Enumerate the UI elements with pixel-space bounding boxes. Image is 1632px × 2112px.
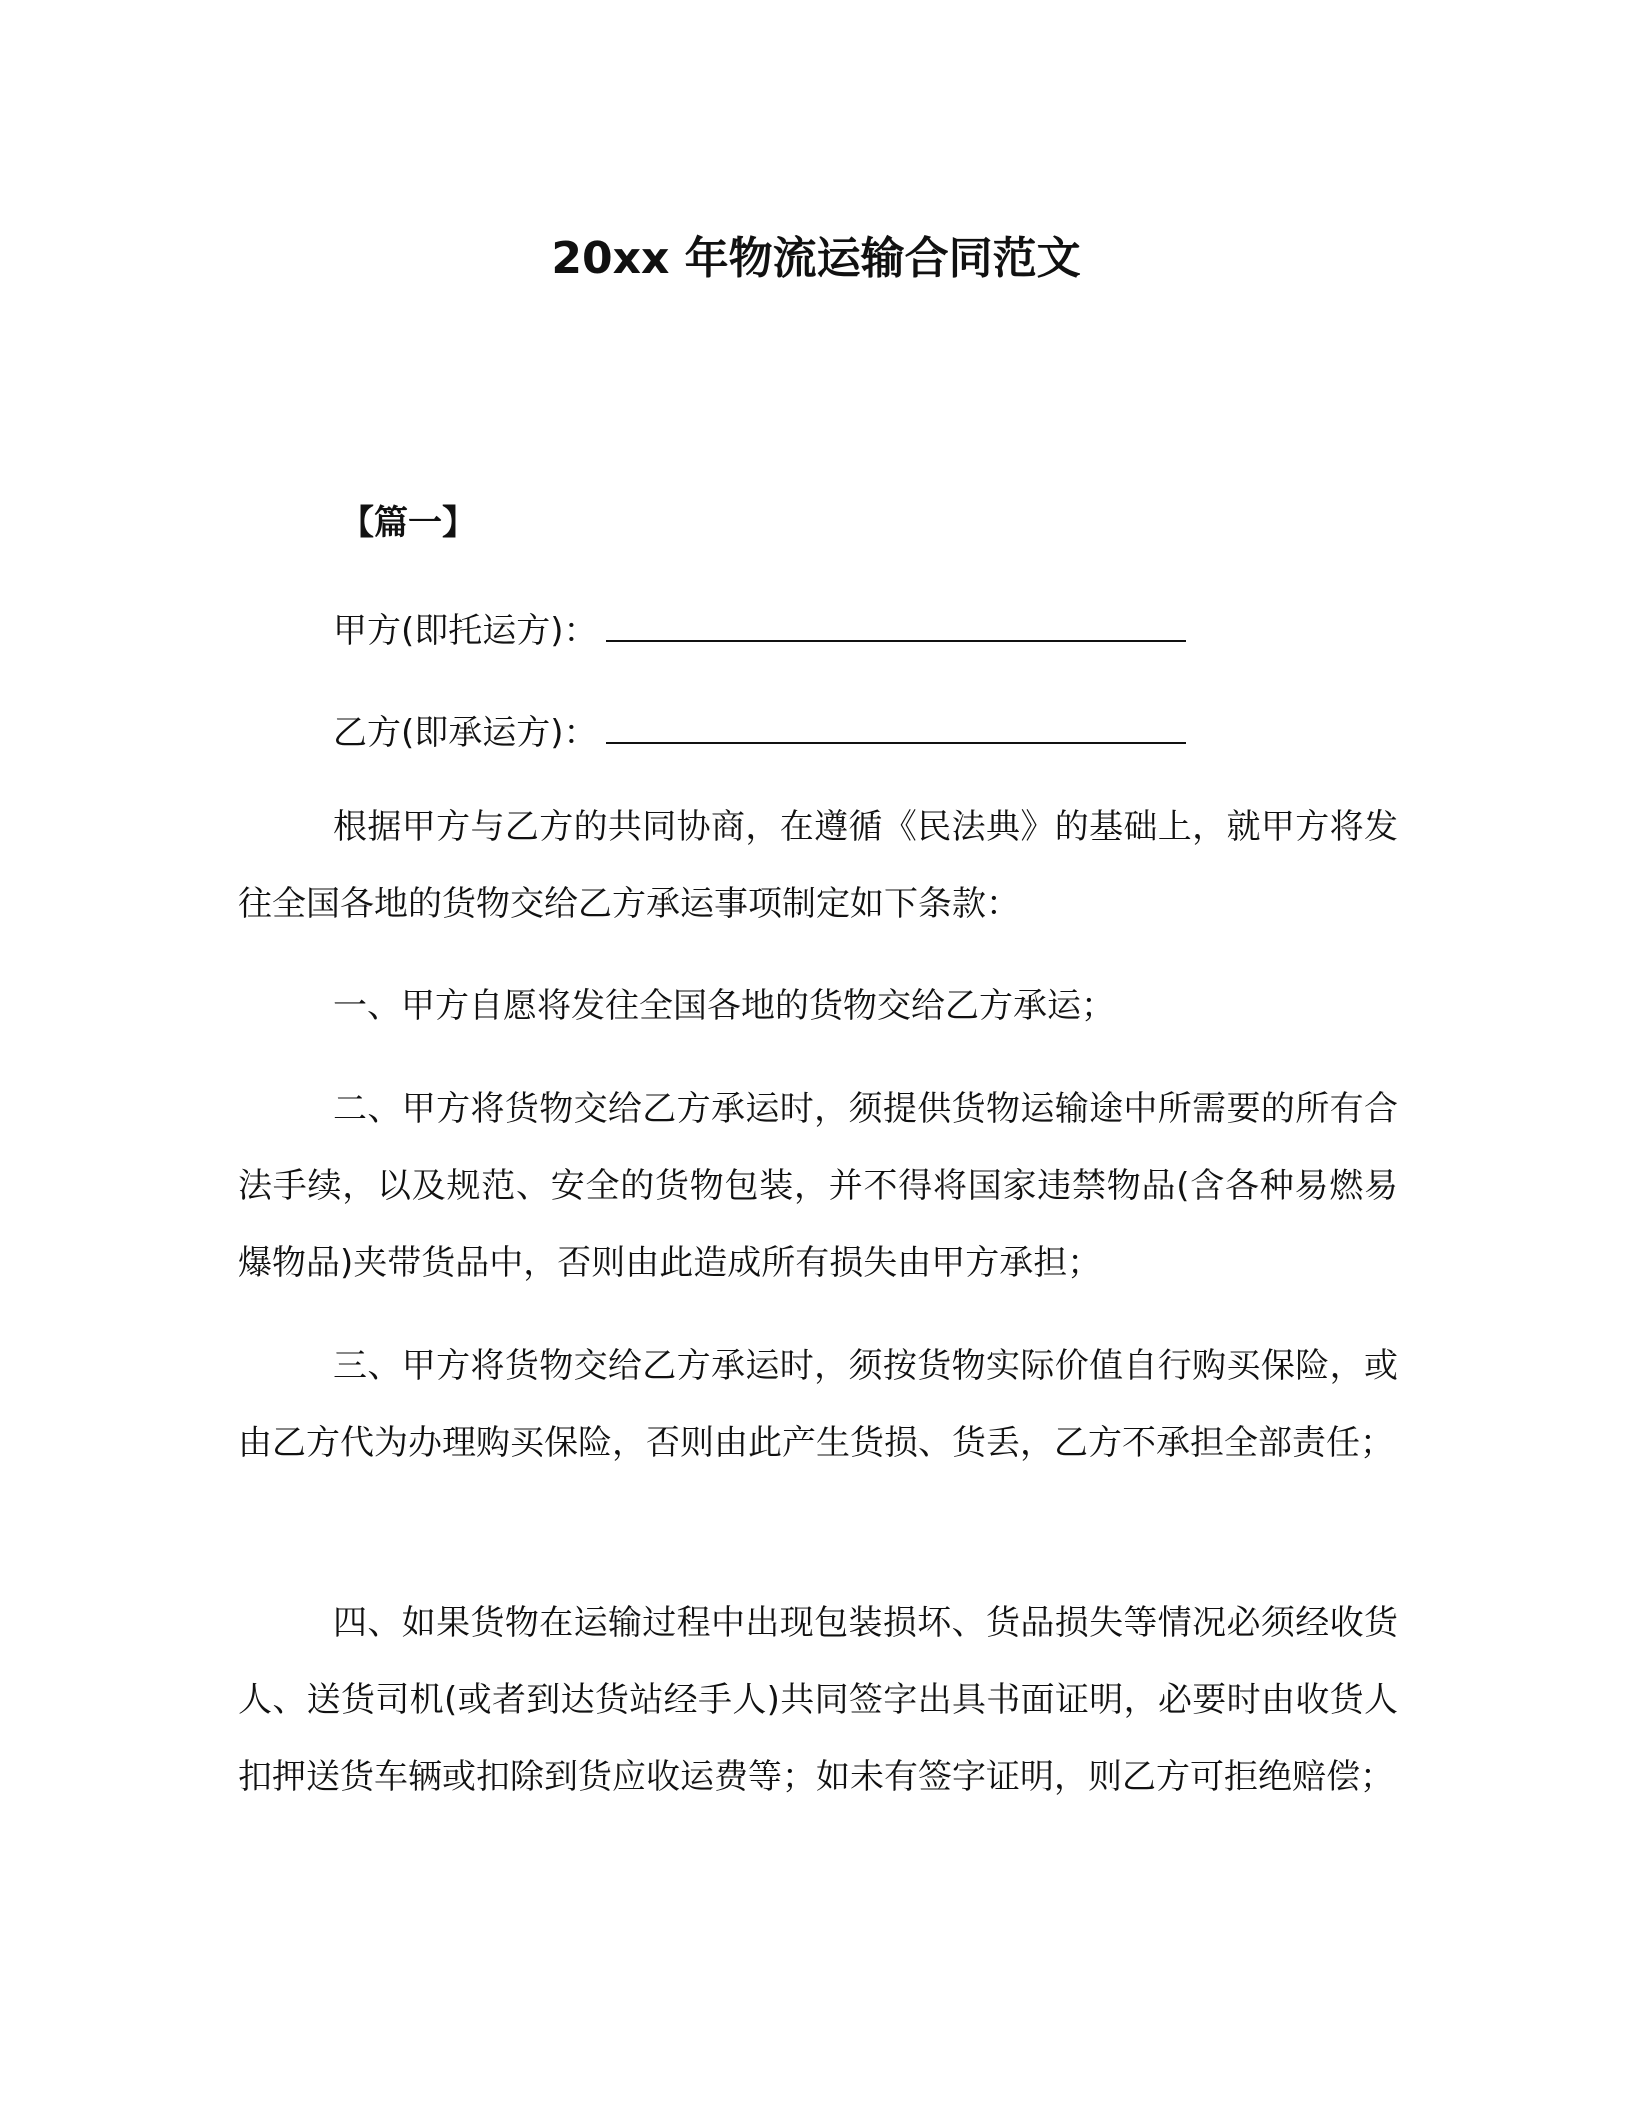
party-b-label: 乙方(即承运方)： xyxy=(333,713,598,753)
paragraph-clause-2: 二、甲方将货物交给乙方承运时，须提供货物运输途中所需要的所有合法手续，以及规范、安全的货物包装，并不得将国家违禁物品(含各种易燃易爆物品)夹带货品中，否则由此造成所有损失由甲方承担； xyxy=(238,1089,1398,1283)
party-a-line xyxy=(333,603,1186,652)
party-b-blank xyxy=(606,712,1186,744)
section-label: 【篇一】 xyxy=(340,503,476,543)
party-b-line xyxy=(333,705,1186,754)
paragraph-clause-4: 四、如果货物在运输过程中出现包装损坏、货品损失等情况必须经收货人、送货司机(或者到达货站经手人)共同签字出具书面证明，必要时由收货人扣押送货车辆或扣除到货应收运费等；如未有签字证明，则乙方可拒绝赔偿； xyxy=(238,1603,1398,1797)
paragraph-intro: 根据甲方与乙方的共同协商，在遵循《民法典》的基础上，就甲方将发往全国各地的货物交给乙方承运事项制定如下条款： xyxy=(238,807,1398,924)
document-title: 20xx 年物流运输合同范文 xyxy=(551,233,1081,284)
paragraph-clause-3: 三、甲方将货物交给乙方承运时，须按货物实际价值自行购买保险，或由乙方代为办理购买保险，否则由此产生货损、货丢，乙方不承担全部责任； xyxy=(238,1346,1398,1463)
party-a-blank xyxy=(606,610,1186,642)
party-a-label: 甲方(即托运方)： xyxy=(333,611,598,651)
paragraph-clause-1: 一、甲方自愿将发往全国各地的货物交给乙方承运； xyxy=(333,986,1115,1026)
